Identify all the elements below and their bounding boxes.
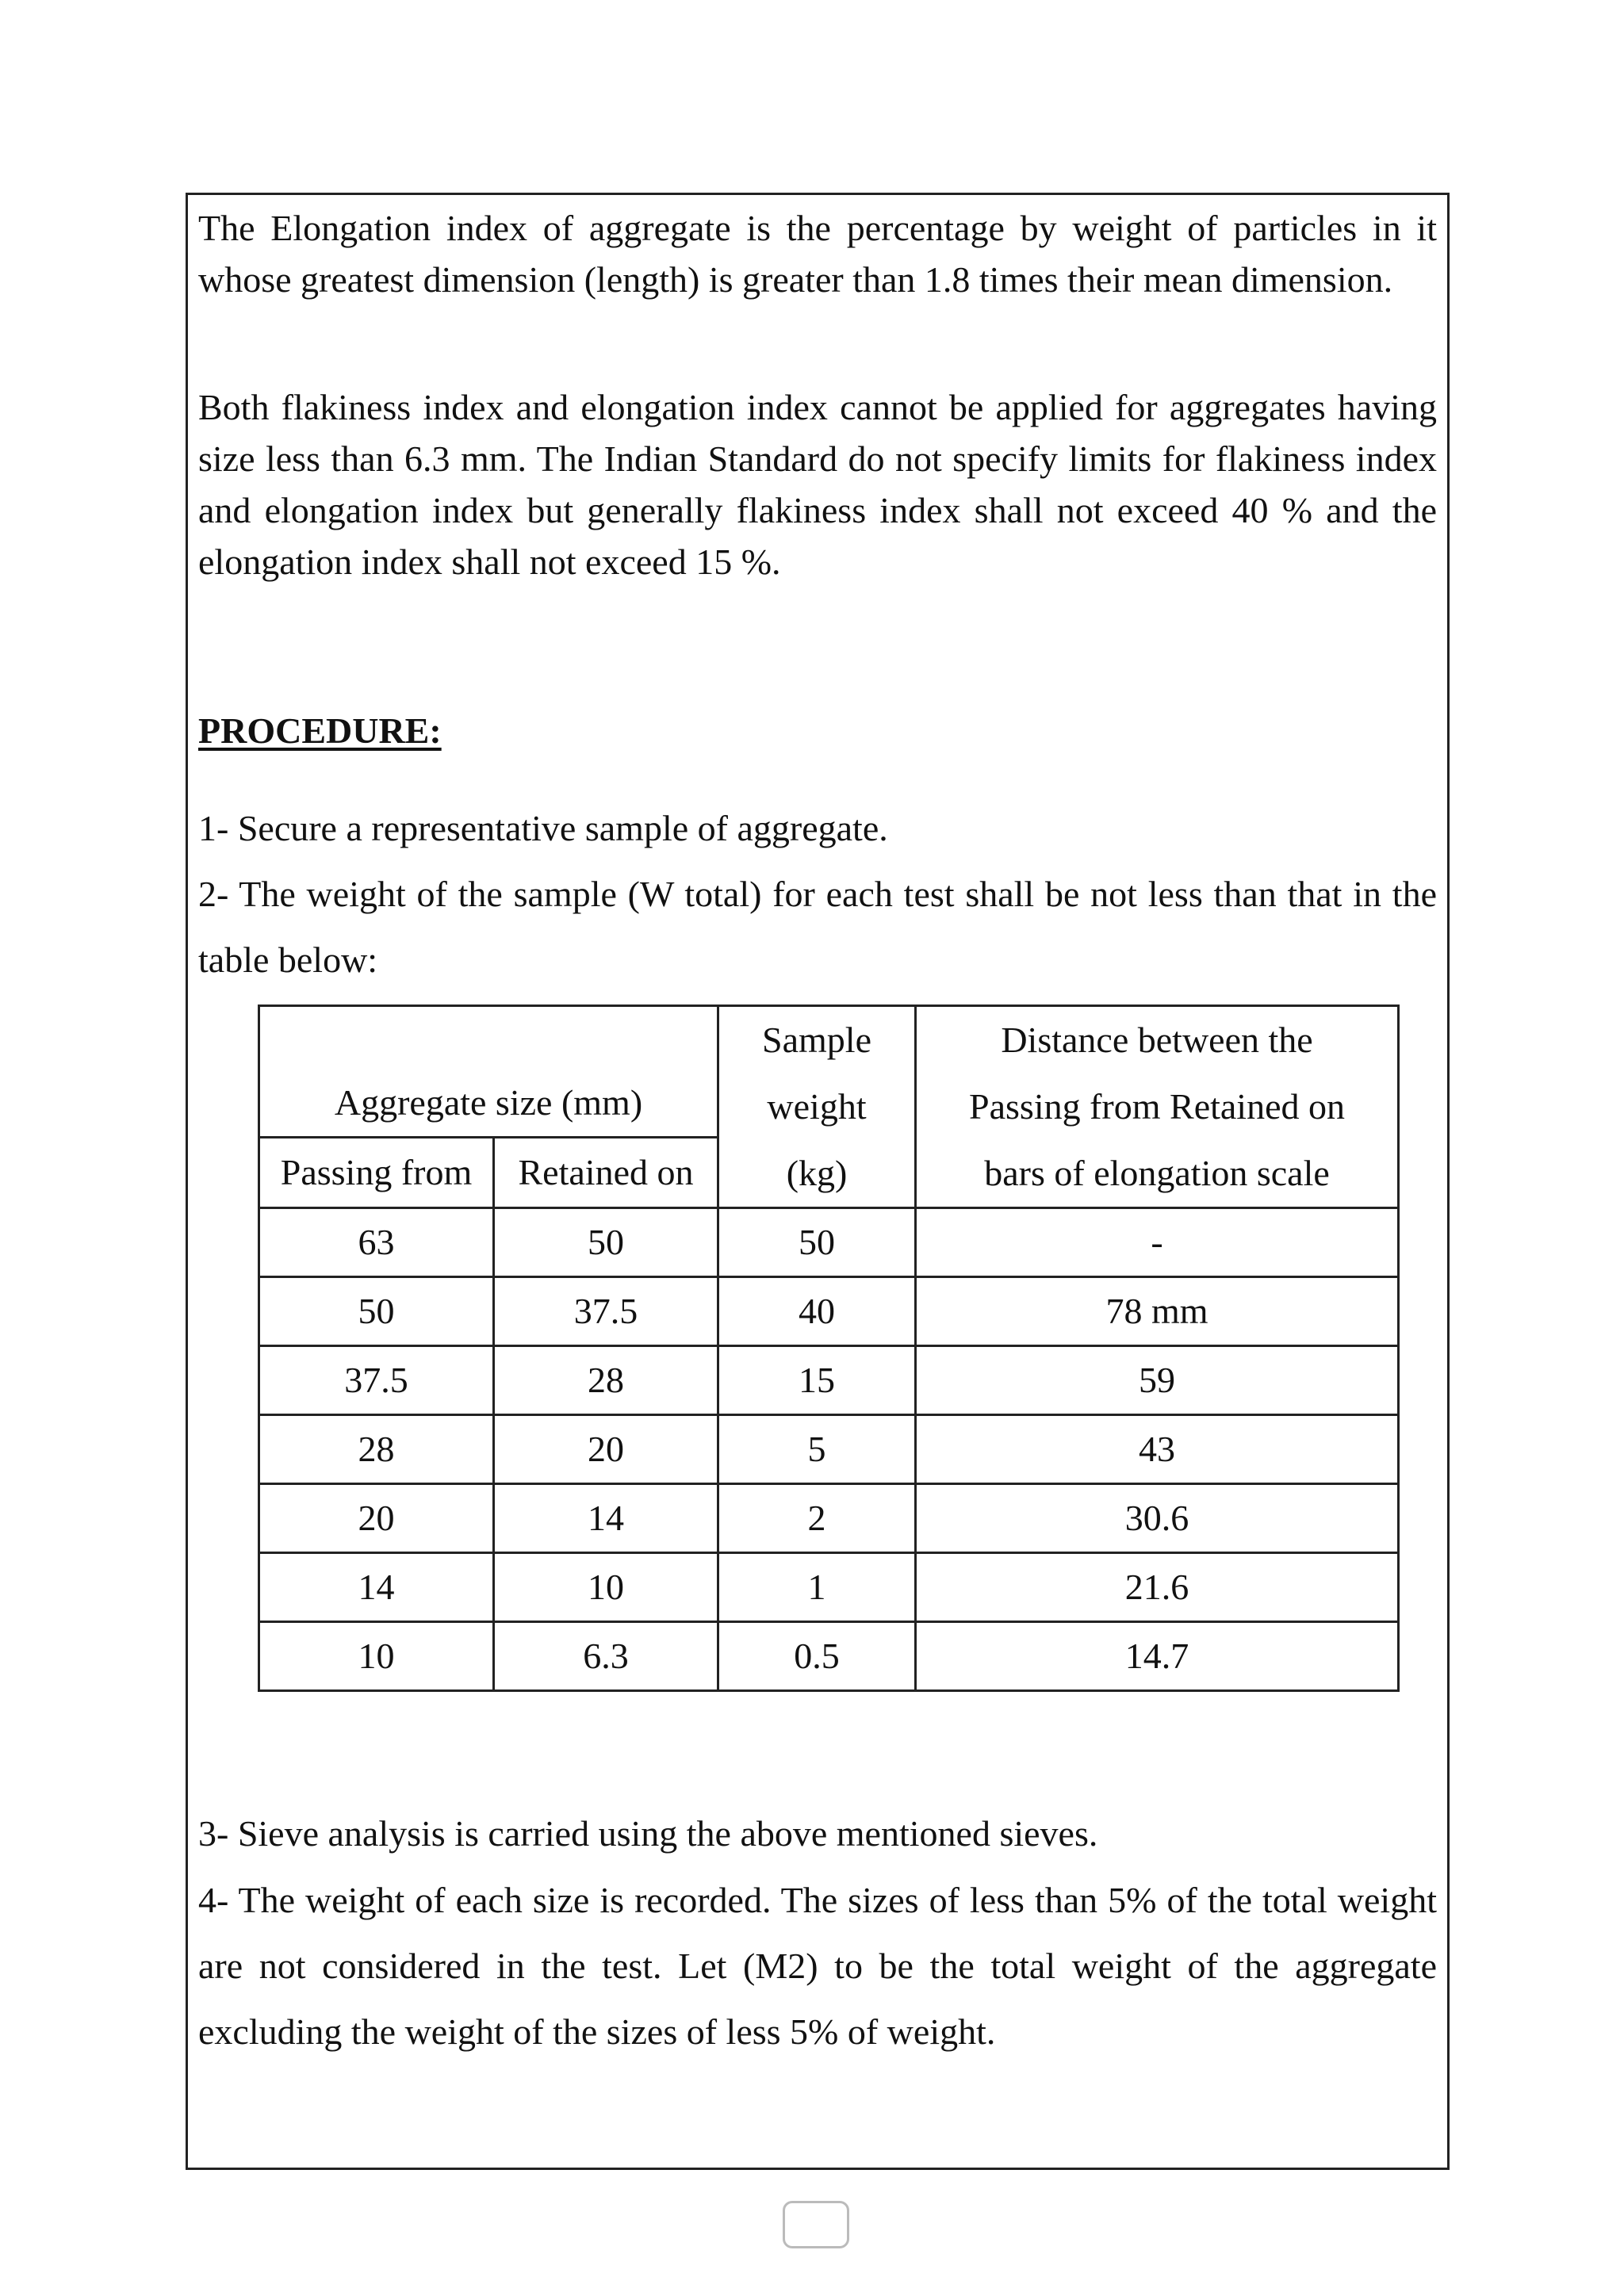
cell-retained: 6.3 [494,1622,718,1691]
aggregate-table [258,1004,1400,1692]
intro-paragraph-2: Both flakiness index and elongation index cannot be applied for aggregates having size less than 6.3 mm. The Indian Standard do not specify limits for flakiness index and elongation index but generally flakiness index shall not exceed 40 % and the elongation index shall not exceed 15 %. [198,387,1437,582]
intro-paragraph-1: The Elongation index of aggregate is the percentage by weight of particles in it whose greatest dimension (length) is greater than 1.8 times their mean dimension. [198,208,1437,300]
cell-retained: 37.5 [494,1277,718,1346]
table-row [259,1208,1399,1277]
table-row [259,1622,1399,1691]
cell-passing: 63 [259,1208,494,1277]
header-retained-on: Retained on [494,1138,718,1208]
cell-weight: 1 [718,1553,916,1622]
header-sample-weight-line-2: weight [767,1086,867,1127]
cell-retained: 50 [494,1208,718,1277]
procedure-step-3: 3- Sieve analysis is carried using the above mentioned sieves. [198,1813,1098,1854]
cell-distance: 14.7 [916,1622,1399,1691]
cell-retained: 14 [494,1484,718,1553]
cell-passing: 28 [259,1415,494,1484]
cell-weight: 0.5 [718,1622,916,1691]
procedure-step-4: 4- The weight of each size is recorded. The sizes of less than 5% of the total weight are not considered in the test. Let (M2) to be the total weight of the aggregate excluding the weight of the sizes of less 5% of weight. [198,1880,1437,2052]
procedure-step-1: 1- Secure a representative sample of aggregate. [198,808,888,848]
cell-distance: - [916,1208,1399,1277]
header-distance-line-2: Passing from Retained on [969,1086,1346,1127]
header-sample-weight [718,1006,916,1208]
header-distance [916,1006,1399,1208]
cell-passing: 50 [259,1277,494,1346]
procedure-step-2: 2- The weight of the sample (W total) for each test shall be not less than that in the table below: [198,874,1437,980]
cell-passing: 10 [259,1622,494,1691]
page-number-box [783,2201,849,2248]
table-row [259,1553,1399,1622]
table-row [259,1346,1399,1415]
cell-weight: 15 [718,1346,916,1415]
cell-retained: 28 [494,1346,718,1415]
cell-weight: 2 [718,1484,916,1553]
cell-weight: 40 [718,1277,916,1346]
table-row [259,1415,1399,1484]
cell-retained: 20 [494,1415,718,1484]
procedure-heading: PROCEDURE: [198,710,442,751]
header-distance-line-1: Distance between the [1001,1020,1313,1060]
cell-retained: 10 [494,1553,718,1622]
table-row [259,1484,1399,1553]
table-row [259,1277,1399,1346]
table-header-row-1 [259,1006,1399,1138]
cell-passing: 37.5 [259,1346,494,1415]
header-distance-line-3: bars of elongation scale [984,1153,1330,1193]
cell-distance: 30.6 [916,1484,1399,1553]
cell-distance: 21.6 [916,1553,1399,1622]
header-sample-weight-line-3: (kg) [786,1153,848,1193]
cell-distance: 78 mm [916,1277,1399,1346]
cell-passing: 14 [259,1553,494,1622]
cell-weight: 50 [718,1208,916,1277]
header-passing-from: Passing from [259,1138,494,1208]
cell-distance: 59 [916,1346,1399,1415]
cell-weight: 5 [718,1415,916,1484]
header-sample-weight-line-1: Sample [762,1020,871,1060]
cell-distance: 43 [916,1415,1399,1484]
header-aggregate-size: Aggregate size (mm) [259,1006,718,1138]
cell-passing: 20 [259,1484,494,1553]
